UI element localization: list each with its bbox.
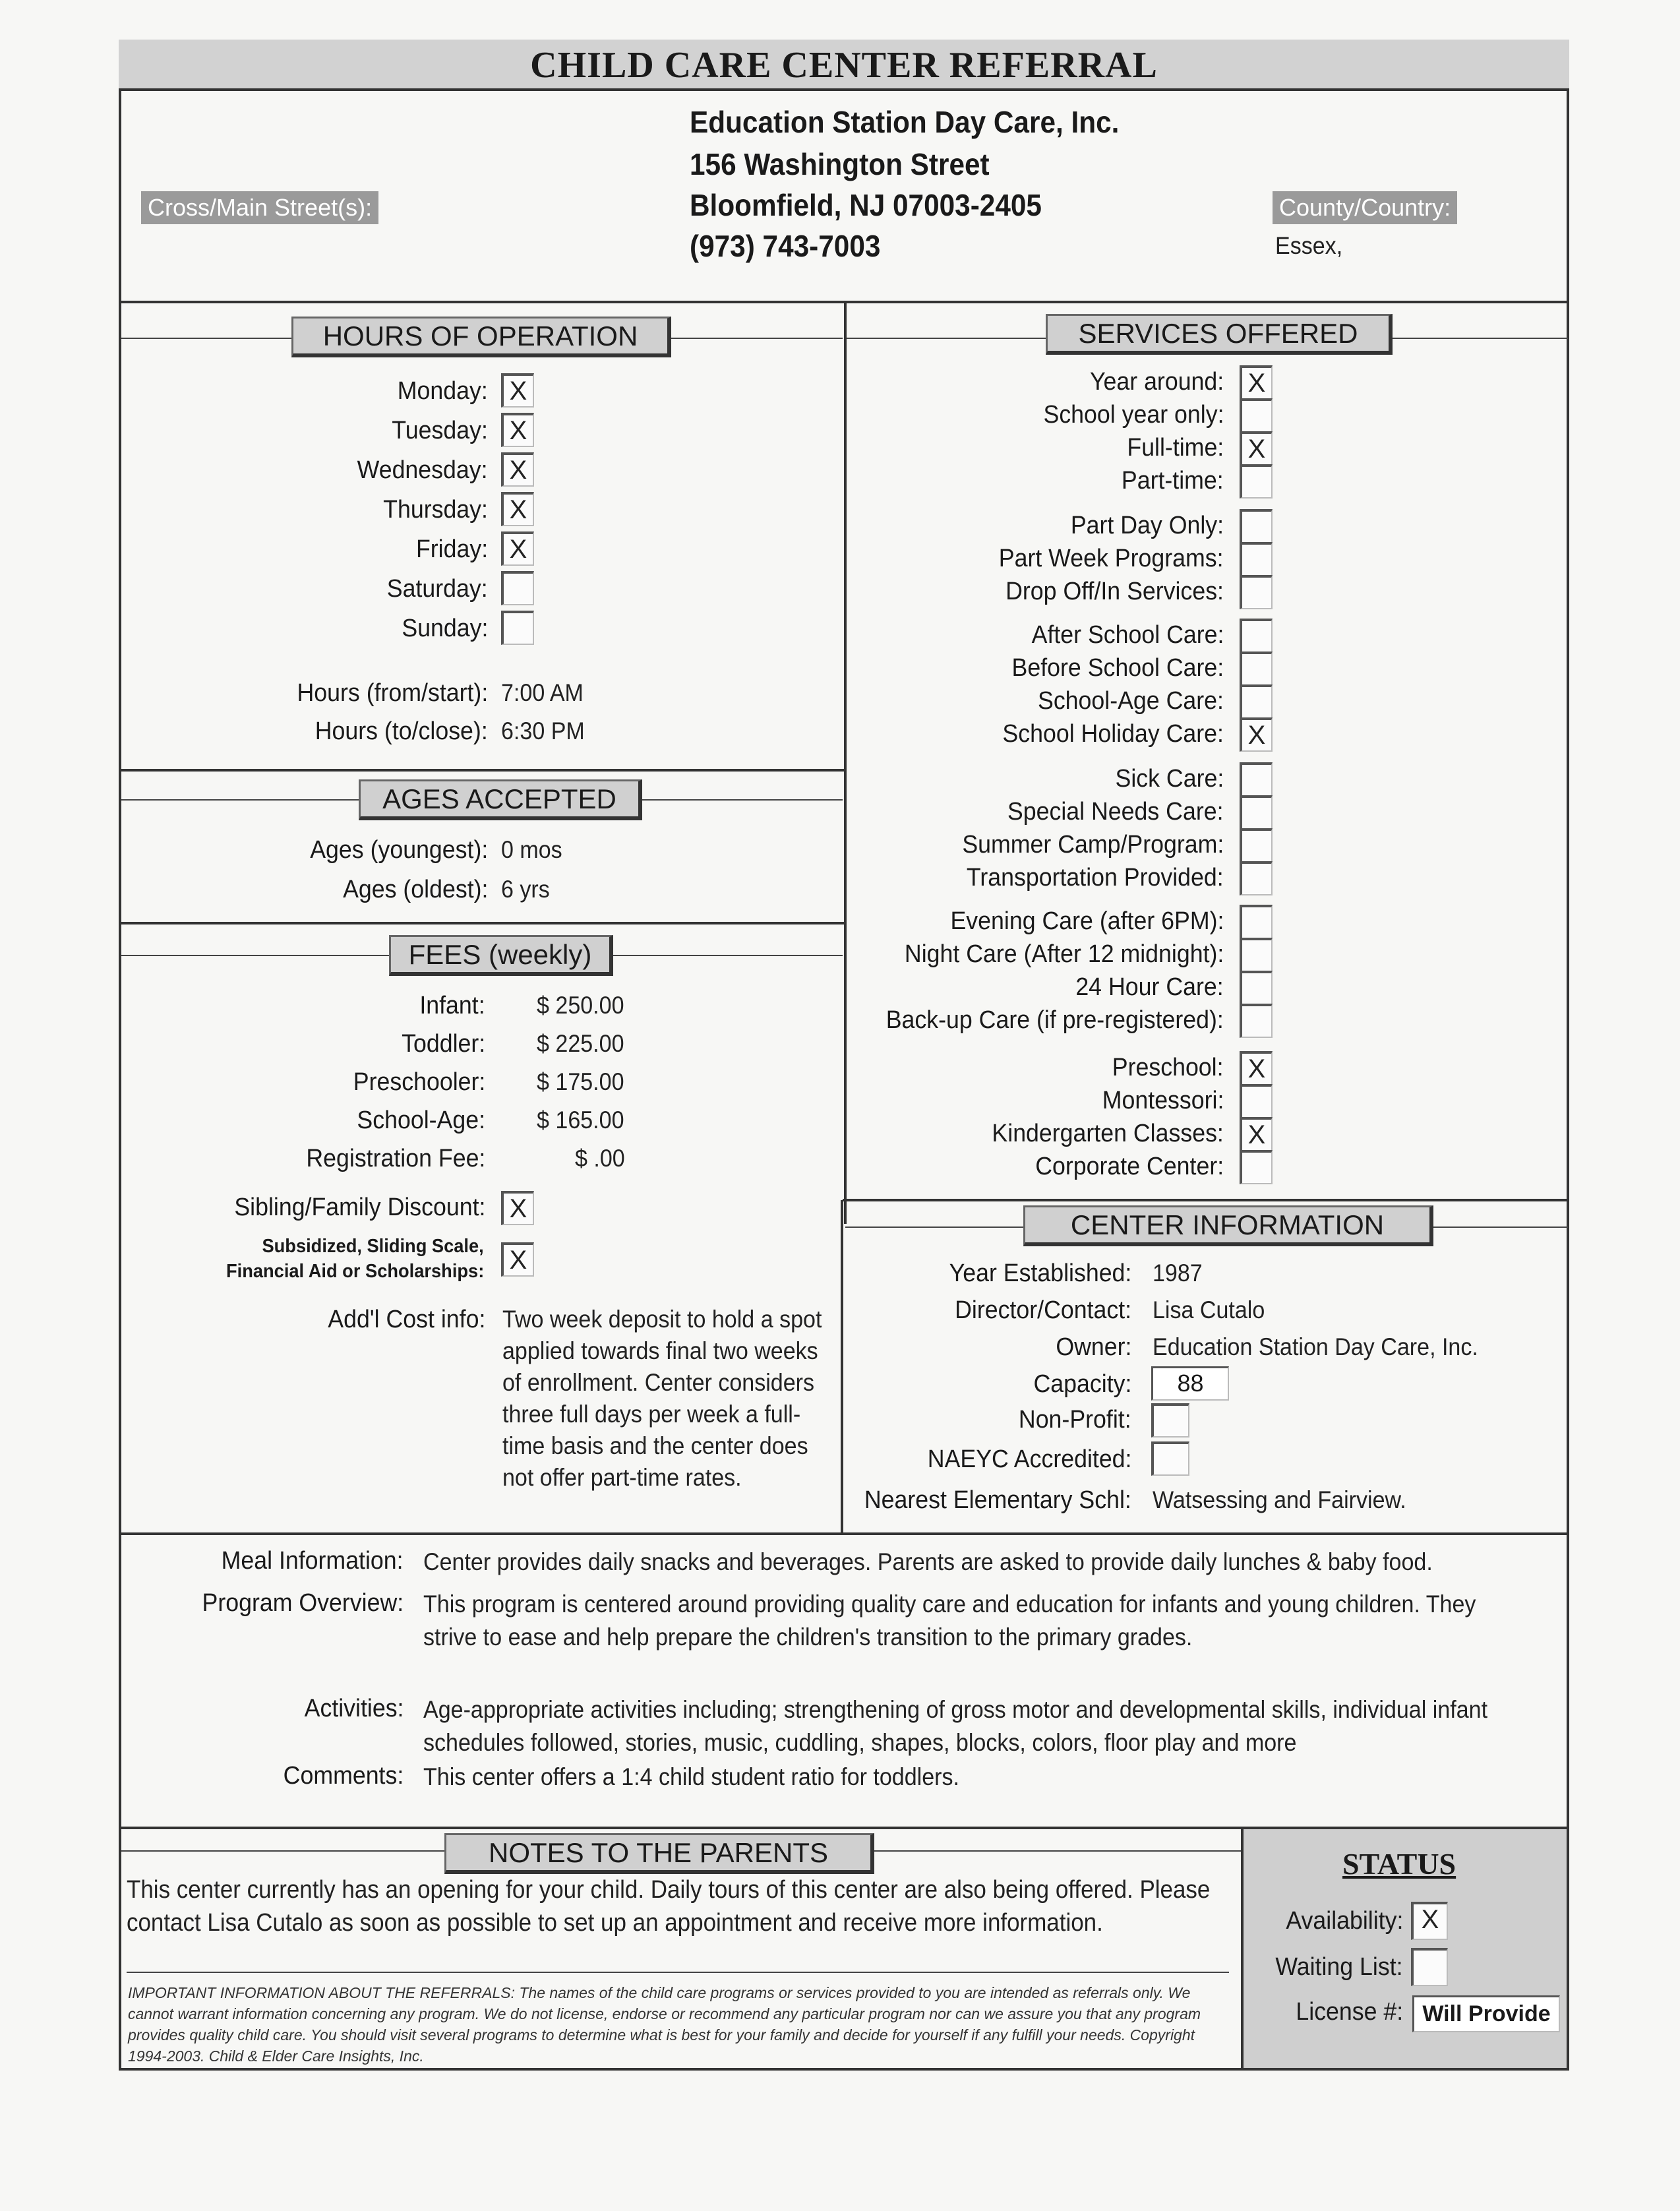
service-label: Drop Off/In Services: [1005, 578, 1224, 605]
form-title: CHILD CARE CENTER REFERRAL [119, 40, 1569, 91]
cross-street-label: Cross/Main Street(s): [141, 191, 378, 224]
column-divider-left [844, 301, 847, 1224]
service-checkbox[interactable] [1240, 684, 1273, 719]
availability-checkbox[interactable]: X [1411, 1902, 1448, 1940]
waiting-list-label: Waiting List: [1275, 1953, 1403, 1981]
hours-close-value: 6:30 PM [501, 717, 585, 744]
service-label: Part Day Only: [1070, 512, 1224, 539]
fee-label: School-Age: [357, 1106, 485, 1134]
service-label: Corporate Center: [1035, 1153, 1224, 1180]
service-label: After School Care: [1031, 621, 1224, 649]
service-checkbox[interactable] [1240, 861, 1273, 895]
service-checkbox[interactable] [1240, 619, 1273, 653]
disclaimer-line: provides quality child care. You should visit several programs to determine what is best for your family and decide for yourself if any fulfill your needs. Copyright [128, 2026, 1195, 2044]
service-checkbox[interactable] [1240, 1150, 1273, 1184]
ages-oldest-label: Ages (oldest): [342, 876, 488, 903]
hours-start-value: 7:00 AM [501, 679, 584, 706]
disclaimer-line: IMPORTANT INFORMATION ABOUT THE REFERRALS: The names of the child care programs or services provided to you are intended as referrals only. We [128, 1984, 1191, 2001]
notes-line1: This center currently has an opening for your child. Daily tours of this center are also being offered. Please [127, 1876, 1211, 1904]
service-label: Sick Care: [1115, 765, 1224, 793]
sibling-discount-label: Sibling/Family Discount: [233, 1194, 485, 1221]
meal-info-label: Meal Information: [222, 1547, 404, 1575]
availability-label: Availability: [1285, 1907, 1403, 1935]
day-checkbox[interactable]: X [501, 373, 534, 408]
day-label: Tuesday: [392, 417, 488, 444]
service-checkbox[interactable] [1240, 1004, 1273, 1038]
ages-youngest-label: Ages (youngest): [309, 836, 488, 864]
fee-label: Registration Fee: [305, 1145, 485, 1172]
program-overview-line1: This program is centered around providing quality care and education for infants and young children. They [423, 1590, 1476, 1618]
service-checkbox[interactable]: X [1240, 717, 1273, 752]
notes-line2: contact Lisa Cutalo as soon as possible to set up an appointment and receive more information. [127, 1909, 1103, 1937]
day-checkbox[interactable]: X [501, 531, 534, 566]
nearest-school-label: Nearest Elementary Schl: [864, 1486, 1131, 1514]
day-label: Saturday: [387, 575, 488, 603]
activities-line1: Age-appropriate activities including; strengthening of gross motor and developmental skills, individual infant [423, 1696, 1488, 1723]
subsidy-checkbox[interactable]: X [501, 1242, 534, 1277]
nearest-school-value: Watsessing and Fairview. [1153, 1486, 1406, 1513]
service-checkbox[interactable] [1240, 828, 1273, 863]
activities-label: Activities: [304, 1695, 404, 1722]
service-checkbox[interactable] [1240, 464, 1273, 499]
service-label: Montessori: [1102, 1087, 1224, 1114]
license-label: License #: [1296, 1998, 1403, 2026]
program-top-divider [119, 1532, 1569, 1535]
naeyc-label: NAEYC Accredited: [927, 1445, 1131, 1473]
fee-label: Infant: [419, 992, 485, 1019]
status-heading: STATUS [1342, 1847, 1456, 1881]
day-checkbox[interactable] [501, 611, 534, 645]
ages-divider [119, 922, 844, 924]
ages-youngest-value: 0 mos [501, 836, 562, 863]
service-label: Year around: [1089, 368, 1224, 396]
sibling-discount-checkbox[interactable]: X [501, 1191, 534, 1225]
license-field[interactable]: Will Provide [1412, 1995, 1560, 2032]
hours-close-label: Hours (to/close): [315, 717, 488, 745]
center-info-heading: CENTER INFORMATION [1023, 1205, 1433, 1246]
disclaimer-line: 1994-2003. Child & Elder Care Insights, Inc. [128, 2047, 424, 2065]
director-label: Director/Contact: [955, 1296, 1131, 1324]
service-label: Part-time: [1122, 467, 1224, 495]
service-checkbox[interactable]: X [1240, 1051, 1273, 1085]
service-checkbox[interactable] [1240, 575, 1273, 609]
notes-heading: NOTES TO THE PARENTS [444, 1833, 874, 1874]
service-checkbox[interactable] [1240, 1084, 1273, 1118]
service-label: School-Age Care: [1038, 687, 1224, 715]
service-label: Transportation Provided: [967, 864, 1224, 892]
service-label: School year only: [1042, 401, 1224, 429]
services-heading: SERVICES OFFERED [1046, 314, 1393, 355]
service-label: Back-up Care (if pre-registered): [885, 1006, 1224, 1034]
day-label: Wednesday: [357, 456, 488, 484]
service-checkbox[interactable] [1240, 795, 1273, 830]
day-checkbox[interactable] [501, 571, 534, 605]
subsidy-label-line1: Subsidized, Sliding Scale, [262, 1236, 484, 1257]
service-checkbox[interactable]: X [1240, 365, 1273, 400]
center-phone: (973) 743-7003 [690, 229, 881, 263]
service-checkbox[interactable]: X [1240, 431, 1273, 466]
program-overview-label: Program Overview: [202, 1589, 404, 1617]
county-label: County/Country: [1273, 191, 1457, 224]
day-checkbox[interactable]: X [501, 452, 534, 487]
addl-cost-line: not offer part-time rates. [502, 1464, 742, 1491]
year-established-label: Year Established: [949, 1259, 1131, 1287]
county-value: Essex, [1275, 232, 1343, 259]
fee-label: Toddler: [401, 1030, 485, 1058]
addl-cost-line: three full days per week a full- [502, 1401, 801, 1428]
day-label: Friday: [415, 535, 488, 563]
column-divider-right [841, 1200, 843, 1534]
center-city: Bloomfield, NJ 07003-2405 [690, 188, 1042, 222]
fee-value: $ 250.00 [537, 992, 624, 1019]
day-checkbox[interactable]: X [501, 413, 534, 447]
addl-cost-line: of enrollment. Center considers [502, 1369, 815, 1396]
fee-value: $ 175.00 [537, 1068, 624, 1095]
hours-start-label: Hours (from/start): [297, 679, 488, 707]
service-checkbox[interactable] [1240, 938, 1273, 972]
hours-divider [119, 769, 844, 772]
center-name: Education Station Day Care, Inc. [690, 105, 1120, 139]
service-label: School Holiday Care: [1002, 720, 1224, 748]
service-label: Kindergarten Classes: [992, 1120, 1224, 1147]
meal-info-value: Center provides daily snacks and beverages. Parents are asked to provide daily lunches & baby food. [423, 1548, 1433, 1575]
capacity-field[interactable]: 88 [1151, 1366, 1229, 1401]
comments-value: This center offers a 1:4 child student ratio for toddlers. [423, 1763, 959, 1790]
director-value: Lisa Cutalo [1153, 1296, 1265, 1323]
service-label: Summer Camp/Program: [962, 831, 1224, 859]
nonprofit-checkbox[interactable] [1151, 1403, 1189, 1438]
fee-value: $ .00 [575, 1145, 625, 1172]
day-label: Sunday: [401, 615, 488, 642]
service-checkbox[interactable] [1240, 651, 1273, 686]
service-label: Before School Care: [1011, 654, 1224, 682]
waiting-list-checkbox[interactable] [1411, 1948, 1448, 1986]
nonprofit-label: Non-Profit: [1019, 1406, 1131, 1434]
service-checkbox[interactable] [1240, 542, 1273, 576]
comments-label: Comments: [283, 1762, 404, 1790]
service-checkbox[interactable] [1240, 971, 1273, 1005]
addl-cost-line: Two week deposit to hold a spot [502, 1306, 822, 1333]
fee-label: Preschooler: [353, 1068, 485, 1096]
services-divider [843, 1199, 1569, 1201]
service-label: Night Care (After 12 midnight): [904, 940, 1224, 968]
addl-cost-line: applied towards final two weeks [502, 1337, 818, 1364]
service-label: Evening Care (after 6PM): [950, 907, 1224, 935]
day-label: Monday: [397, 377, 488, 405]
owner-label: Owner: [1055, 1333, 1131, 1361]
service-label: Special Needs Care: [1007, 798, 1224, 826]
center-street: 156 Washington Street [690, 147, 990, 181]
owner-value: Education Station Day Care, Inc. [1153, 1333, 1478, 1360]
service-checkbox[interactable] [1240, 762, 1273, 797]
ages-oldest-value: 6 yrs [501, 876, 550, 903]
disclaimer-divider [127, 1972, 1229, 1973]
addl-cost-line: time basis and the center does [502, 1432, 808, 1459]
naeyc-checkbox[interactable] [1151, 1441, 1189, 1476]
year-established-value: 1987 [1153, 1259, 1203, 1287]
ages-heading: AGES ACCEPTED [359, 779, 642, 820]
hours-heading: HOURS OF OPERATION [291, 317, 671, 357]
day-label: Thursday: [383, 496, 488, 524]
subsidy-label-line2: Financial Aid or Scholarships: [225, 1261, 484, 1282]
capacity-label: Capacity: [1033, 1370, 1131, 1398]
activities-line2: schedules followed, stories, music, cuddling, shapes, blocks, colors, floor play and more [423, 1729, 1297, 1756]
day-checkbox[interactable]: X [501, 492, 534, 526]
service-checkbox[interactable]: X [1240, 1117, 1273, 1151]
service-checkbox[interactable] [1240, 398, 1273, 433]
fees-heading: FEES (weekly) [389, 935, 613, 976]
service-label: 24 Hour Care: [1075, 973, 1224, 1001]
addl-cost-label: Add'l Cost info: [327, 1306, 485, 1333]
fee-value: $ 165.00 [537, 1106, 624, 1134]
service-label: Full-time: [1127, 434, 1224, 462]
service-label: Part Week Programs: [999, 545, 1224, 572]
program-overview-line2: strive to ease and help prepare the children's transition to the primary grades. [423, 1623, 1193, 1651]
service-label: Preschool: [1112, 1054, 1224, 1081]
fee-value: $ 225.00 [537, 1030, 624, 1057]
disclaimer-line: cannot warrant information concerning any program. We do not license, endorse or recommend any particular program nor can we assure you that any program [128, 2005, 1201, 2022]
service-checkbox[interactable] [1240, 509, 1273, 543]
service-checkbox[interactable] [1240, 905, 1273, 939]
